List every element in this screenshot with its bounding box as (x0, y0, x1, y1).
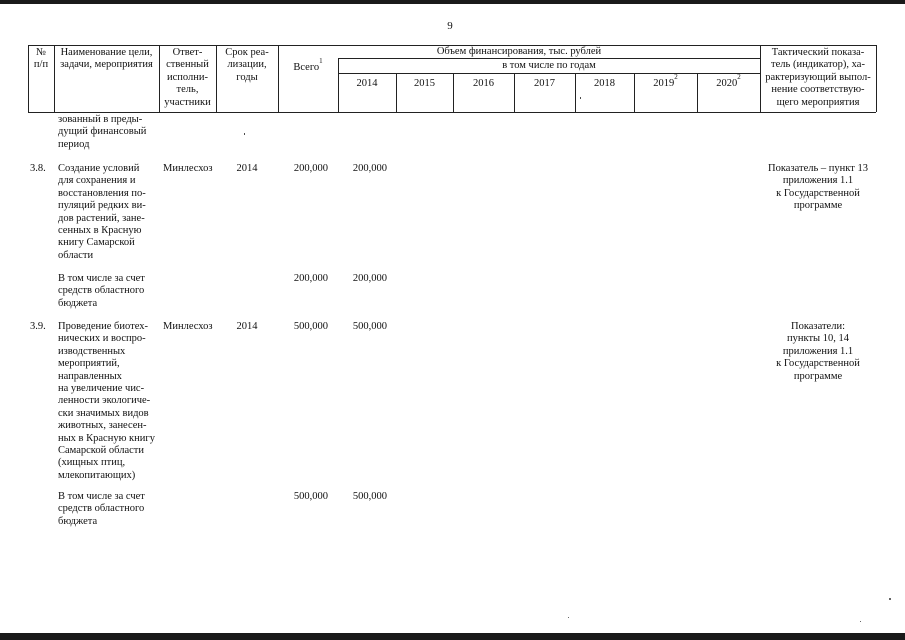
row-3-8-total: 200,000 (293, 163, 328, 174)
page-number: 9 (447, 20, 453, 32)
row-3-9-num: 3.9. (30, 321, 46, 332)
header-responsible: Ответ- ственный исполни- тель, участники (164, 47, 211, 108)
row-3-9-responsible: Минлесхоз (163, 321, 213, 332)
row-3-9-indicator: Показатели: пункты 10, 14 приложения 1.1 к Государственной программе (776, 321, 860, 382)
scan-speck (860, 621, 861, 622)
row-3-9-budget-total: 500,000 (293, 491, 328, 502)
header-by-years: в том числе по годам (502, 60, 596, 71)
row-3-8-budget-name: В том числе за счет средств областного бюджета (58, 273, 145, 309)
header-indicator: Тактический показа- тель (индикатор), ха- рактеризующий выпол- нение соответствую- щего мероприятия (765, 47, 871, 108)
header-year-2016: 2016 (473, 78, 494, 89)
row-continued-name: зованный в преды- дущий финансовый период (58, 114, 147, 150)
row-3-9-term: 2014 (236, 321, 258, 332)
scan-bottom-border (0, 633, 905, 640)
header-total: Всего$^1$ (293, 57, 323, 73)
row-3-8-num: 3.8. (30, 163, 46, 174)
scan-top-border (0, 0, 905, 4)
header-year-2015: 2015 (414, 78, 435, 89)
row-3-9-budget-name: В том числе за счет средств областного бюджета (58, 491, 145, 527)
scan-speck (580, 97, 581, 99)
row-3-8-budget-total: 200,000 (293, 273, 328, 284)
row-3-9-total: 500,000 (293, 321, 328, 332)
row-3-8-indicator: Показатель – пункт 13 приложения 1.1 к Государственной программе (768, 163, 868, 212)
row-3-8-2014: 200,000 (352, 163, 387, 174)
header-name: Наименование цели, задачи, мероприятия (60, 47, 153, 71)
header-funding: Объем финансирования, тыс. рублей (436, 46, 602, 57)
row-3-8-name: Создание условий для сохранения и восстановления по- пуляций редких ви- дов растений, зане- сенных в Красную книгу Самарской области (58, 163, 146, 261)
row-3-9-2014: 500,000 (352, 321, 387, 332)
header-year-2017: 2017 (534, 78, 555, 89)
scan-speck (889, 598, 891, 600)
row-3-8-responsible: Минлесхоз (163, 163, 213, 174)
header-year-2014: 2014 (356, 78, 378, 89)
row-3-9-budget-2014: 500,000 (352, 491, 387, 502)
row-3-8-budget-2014: 200,000 (352, 273, 387, 284)
header-num: № п/п (33, 47, 49, 71)
header-year-2018: 2018 (594, 78, 615, 89)
header-year-2019: 2019$^2$ (653, 73, 678, 89)
scan-speck (568, 617, 569, 618)
header-year-2020: 2020$^2$ (716, 73, 741, 89)
scan-speck (244, 133, 245, 135)
row-3-9-name: Проведение биотех- нических и воспро- изводственных мероприятий, направленных на увеличение чис- ленности экологиче- ски значимых видов животных, занесен- ных в Красную книгу Самарской области (хищных птиц, млекопитающих) (58, 321, 155, 481)
row-3-8-term: 2014 (236, 163, 258, 174)
header-term: Срок реа- лизации, годы (225, 47, 269, 83)
